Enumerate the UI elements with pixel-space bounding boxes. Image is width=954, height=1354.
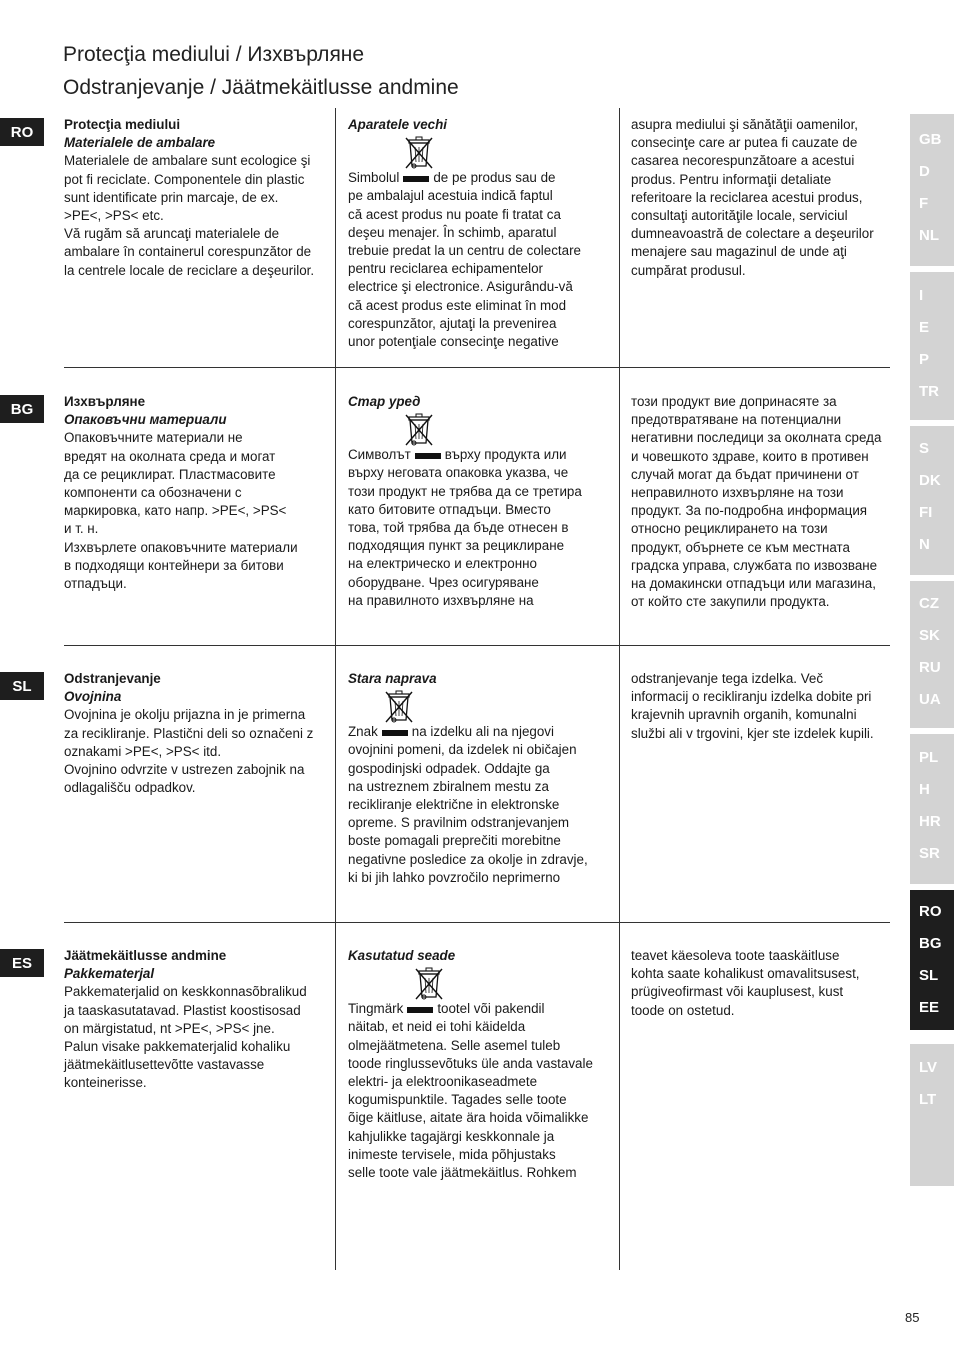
group-separator <box>910 575 954 581</box>
language-link-h[interactable]: H <box>919 781 930 798</box>
continuation-text: този продукт вие допринасяте за предотвратяване на потенциални негативни последици за околната среда и човешкото здраве, които в противен случай могат да бъдат причинени от неправилното изхвърляне на този продукт. За по-подробна информация относно рециклирането на този продукт, обърнете се към местната градска управа, службата по извозване на домакински отпадъци или магазина, от който сте закупили продукта. <box>631 394 882 610</box>
language-link-pl[interactable]: PL <box>919 749 939 766</box>
language-link-n[interactable]: N <box>919 536 930 553</box>
section-subtitle: Опаковъчни материали <box>64 412 227 428</box>
symbol-line: Символът върху продукта или <box>348 447 567 463</box>
packaging-column <box>64 947 322 1093</box>
language-link-i[interactable]: I <box>919 287 924 304</box>
column-divider <box>335 108 336 1270</box>
continuation-column <box>631 670 893 743</box>
appliance-text: ovojnini pomeni, da izdelek ni običajen gospodinjski odpadek. Oddajte ga na ustreznem zbiralnem mestu za recikliranje električne in elektronske opreme. S pravilnim odstranjevanjem boste pomagali preprečiti morebitne negativne posledice za okolje in zdravje, ki bi jih lahko povzročilo neprimerno <box>348 742 588 885</box>
language-link-lt[interactable]: LT <box>919 1091 937 1108</box>
section-text: Опаковъчните материали не вредят на околната среда и могат да се рециклират. Пластмасовите компоненти са обозначени с маркировка, като напр. >PE<, >PS< и т. н. Изхвърлете опаковъчните материали в подходящи контейнери за битови отпадъци. <box>64 430 298 592</box>
language-group-1 <box>910 124 954 252</box>
section-title: Изхвърляне <box>64 394 146 409</box>
language-link-fi[interactable]: FI <box>919 504 933 521</box>
symbol-line: Simbolul de pe produs sau de <box>348 170 556 186</box>
section-text: Materialele de ambalare sunt ecologice şi pot fi reciclate. Componentele din plastic sunt identificate prin marcaje, de ex. >PE<, >PS< etc. Vă rugăm să aruncaţi materialele de ambalare în containerul corespunzător de la centrele locale de reciclare a deşeurilor. <box>64 153 315 278</box>
old-appliance-column <box>348 670 604 887</box>
language-group-4 <box>910 588 954 716</box>
divider-line <box>64 922 890 923</box>
section-subtitle: Pakkematerjal <box>64 966 155 982</box>
section-subtitle: Ovojnina <box>64 689 122 705</box>
language-group-3 <box>910 433 954 561</box>
appliance-title: Стар уред <box>348 394 421 409</box>
appliance-text: pe ambalajul acestuia indică faptul că acest produs nu poate fi tratat ca deşeu menajer. În schimb, aparatul trebuie predat la un centru de colectare pentru reciclarea echipamentelor electrice şi electronice. Asigurându-vă că acest produs este eliminat în mod corespunzător, ajutaţi la prevenirea unor potenţiale consecinţe negative <box>348 188 581 350</box>
language-link-cz[interactable]: CZ <box>919 595 939 612</box>
old-appliance-column <box>348 947 604 1182</box>
continuation-text: teavet käesoleva toote taaskäitluse kohta saate kohalikust omavalitsusest, prügiveofirmast või kauplusest, kust toode on ostetud. <box>631 948 860 1018</box>
language-link-lv[interactable]: LV <box>919 1059 938 1076</box>
appliance-title: Stara naprava <box>348 671 437 686</box>
language-link-dk[interactable]: DK <box>919 472 941 489</box>
language-tag: RO <box>0 118 44 146</box>
appliance-title: Aparatele vechi <box>348 117 447 132</box>
language-tag: ES <box>0 949 44 977</box>
language-link-ru[interactable]: RU <box>919 659 941 676</box>
section-title: Odstranjevanje <box>64 671 161 686</box>
section-title: Jäätmekäitlusse andmine <box>64 948 227 963</box>
language-link-ro[interactable]: RO <box>919 903 942 920</box>
language-group-2 <box>910 280 954 408</box>
language-link-tr[interactable]: TR <box>919 383 939 400</box>
language-link-f[interactable]: F <box>919 195 929 212</box>
language-link-sr[interactable]: SR <box>919 845 940 862</box>
symbol-line: Tingmärk tootel või pakendil <box>348 1001 545 1017</box>
divider-line <box>64 645 890 646</box>
section-title: Protecţia mediului <box>64 117 181 132</box>
language-link-e[interactable]: E <box>919 319 930 336</box>
language-index-sidebar <box>910 114 954 1186</box>
language-link-ee[interactable]: EE <box>919 999 940 1016</box>
symbol-bar-icon <box>382 730 408 736</box>
continuation-column <box>631 116 893 280</box>
symbol-bar-icon <box>415 453 441 459</box>
section-text: Ovojnina je okolju prijazna in je primerna za recikliranje. Plastični deli so označeni z oznakami >PE<, >PS< itd. Ovojnino odvrzite v ustrezen zabojnik na odlagališču odpadkov. <box>64 707 314 796</box>
symbol-bar-icon <box>403 176 429 182</box>
packaging-column <box>64 393 322 593</box>
continuation-text: asupra mediului şi sănătăţii oamenilor, consecinţe care ar putea fi cauzate de casarea necorespunzătoare a acestui produs. Pentru informaţii detaliate referitoare la reciclarea acestui produs, consultaţi autorităţile locale, serviciul dumneavoastră de colectare a deşeurilor menajere sau magazinul de unde aţi cumpărat produsul. <box>631 117 874 278</box>
continuation-column <box>631 393 893 611</box>
language-link-sl[interactable]: SL <box>919 967 939 984</box>
group-separator <box>910 266 954 272</box>
appliance-text: върху неговата опаковка указва, че този продукт не трябва да се третира като битовите отпадъци. Вместо това, той трябва да бъде отнесен в подходящия пункт за рециклиране на електрическо и електронно оборудване. Чрез осигуряване на правилното изхвърляне на <box>348 465 582 608</box>
appliance-title: Kasutatud seade <box>348 948 456 963</box>
language-group-6-active <box>910 890 954 1030</box>
language-link-hr[interactable]: HR <box>919 813 941 830</box>
appliance-text: näitab, et neid ei tohi käidelda olmejäätmetena. Selle asemel tuleb toode ringlussevõtuks üle anda vastavale elektri- ja elektroonikaseadmete kogumispunktile. Tagades selle toote õige käitluse, aitate ära hoida võimalikke kahjulikke tagajärgi keskkonnale ja inimeste tervisele, mida põhjustaks selle toote vale jäätmekäitlus. Rohkem <box>348 1019 593 1181</box>
weee-bin-icon <box>384 689 414 723</box>
weee-bin-icon <box>414 966 444 1000</box>
group-separator <box>910 728 954 734</box>
page-number: 85 <box>905 1310 920 1325</box>
language-link-nl[interactable]: NL <box>919 227 939 244</box>
page-title-line-2: Odstranjevanje / Jäätmekäitlusse andmine <box>63 76 459 99</box>
old-appliance-column <box>348 116 604 351</box>
section-subtitle: Materialele de ambalare <box>64 135 216 151</box>
continuation-column <box>631 947 893 1020</box>
page-title-line-1: Protecţia mediului / Изхвърляне <box>63 43 365 66</box>
weee-bin-icon <box>404 135 434 169</box>
symbol-line: Znak na izdelku ali na njegovi <box>348 724 554 740</box>
language-link-d[interactable]: D <box>919 163 930 180</box>
column-divider <box>619 108 620 1270</box>
packaging-column <box>64 670 322 797</box>
language-link-s[interactable]: S <box>919 440 930 457</box>
continuation-text: odstranjevanje tega izdelka. Več informacij o recikliranju izdelka dobite pri krajevnih upravnih organih, komunalni službi ali v trgovini, kjer ste izdelek kupili. <box>631 671 874 741</box>
language-tag: BG <box>0 395 44 423</box>
language-group-7 <box>910 1052 954 1116</box>
language-link-p[interactable]: P <box>919 351 930 368</box>
language-link-gb[interactable]: GB <box>919 131 942 148</box>
packaging-column <box>64 116 322 280</box>
old-appliance-column <box>348 393 604 610</box>
symbol-bar-icon <box>407 1007 433 1013</box>
language-link-sk[interactable]: SK <box>919 627 940 644</box>
section-text: Pakkematerjalid on keskkonnasõbralikud ja taaskasutatavad. Plastist koostisosad on märgistatud, nt >PE<, >PS< jne. Palun visake pakkematerjalid kohaliku jäätmekäitlusettevõtte vastavasse konteinerisse. <box>64 984 307 1091</box>
divider-line <box>64 367 890 368</box>
group-separator <box>910 1030 954 1044</box>
language-group-5 <box>910 742 954 870</box>
language-link-ua[interactable]: UA <box>919 691 941 708</box>
weee-bin-icon <box>404 412 434 446</box>
group-separator <box>910 420 954 426</box>
language-link-bg[interactable]: BG <box>919 935 942 952</box>
language-tag: SL <box>0 672 44 700</box>
